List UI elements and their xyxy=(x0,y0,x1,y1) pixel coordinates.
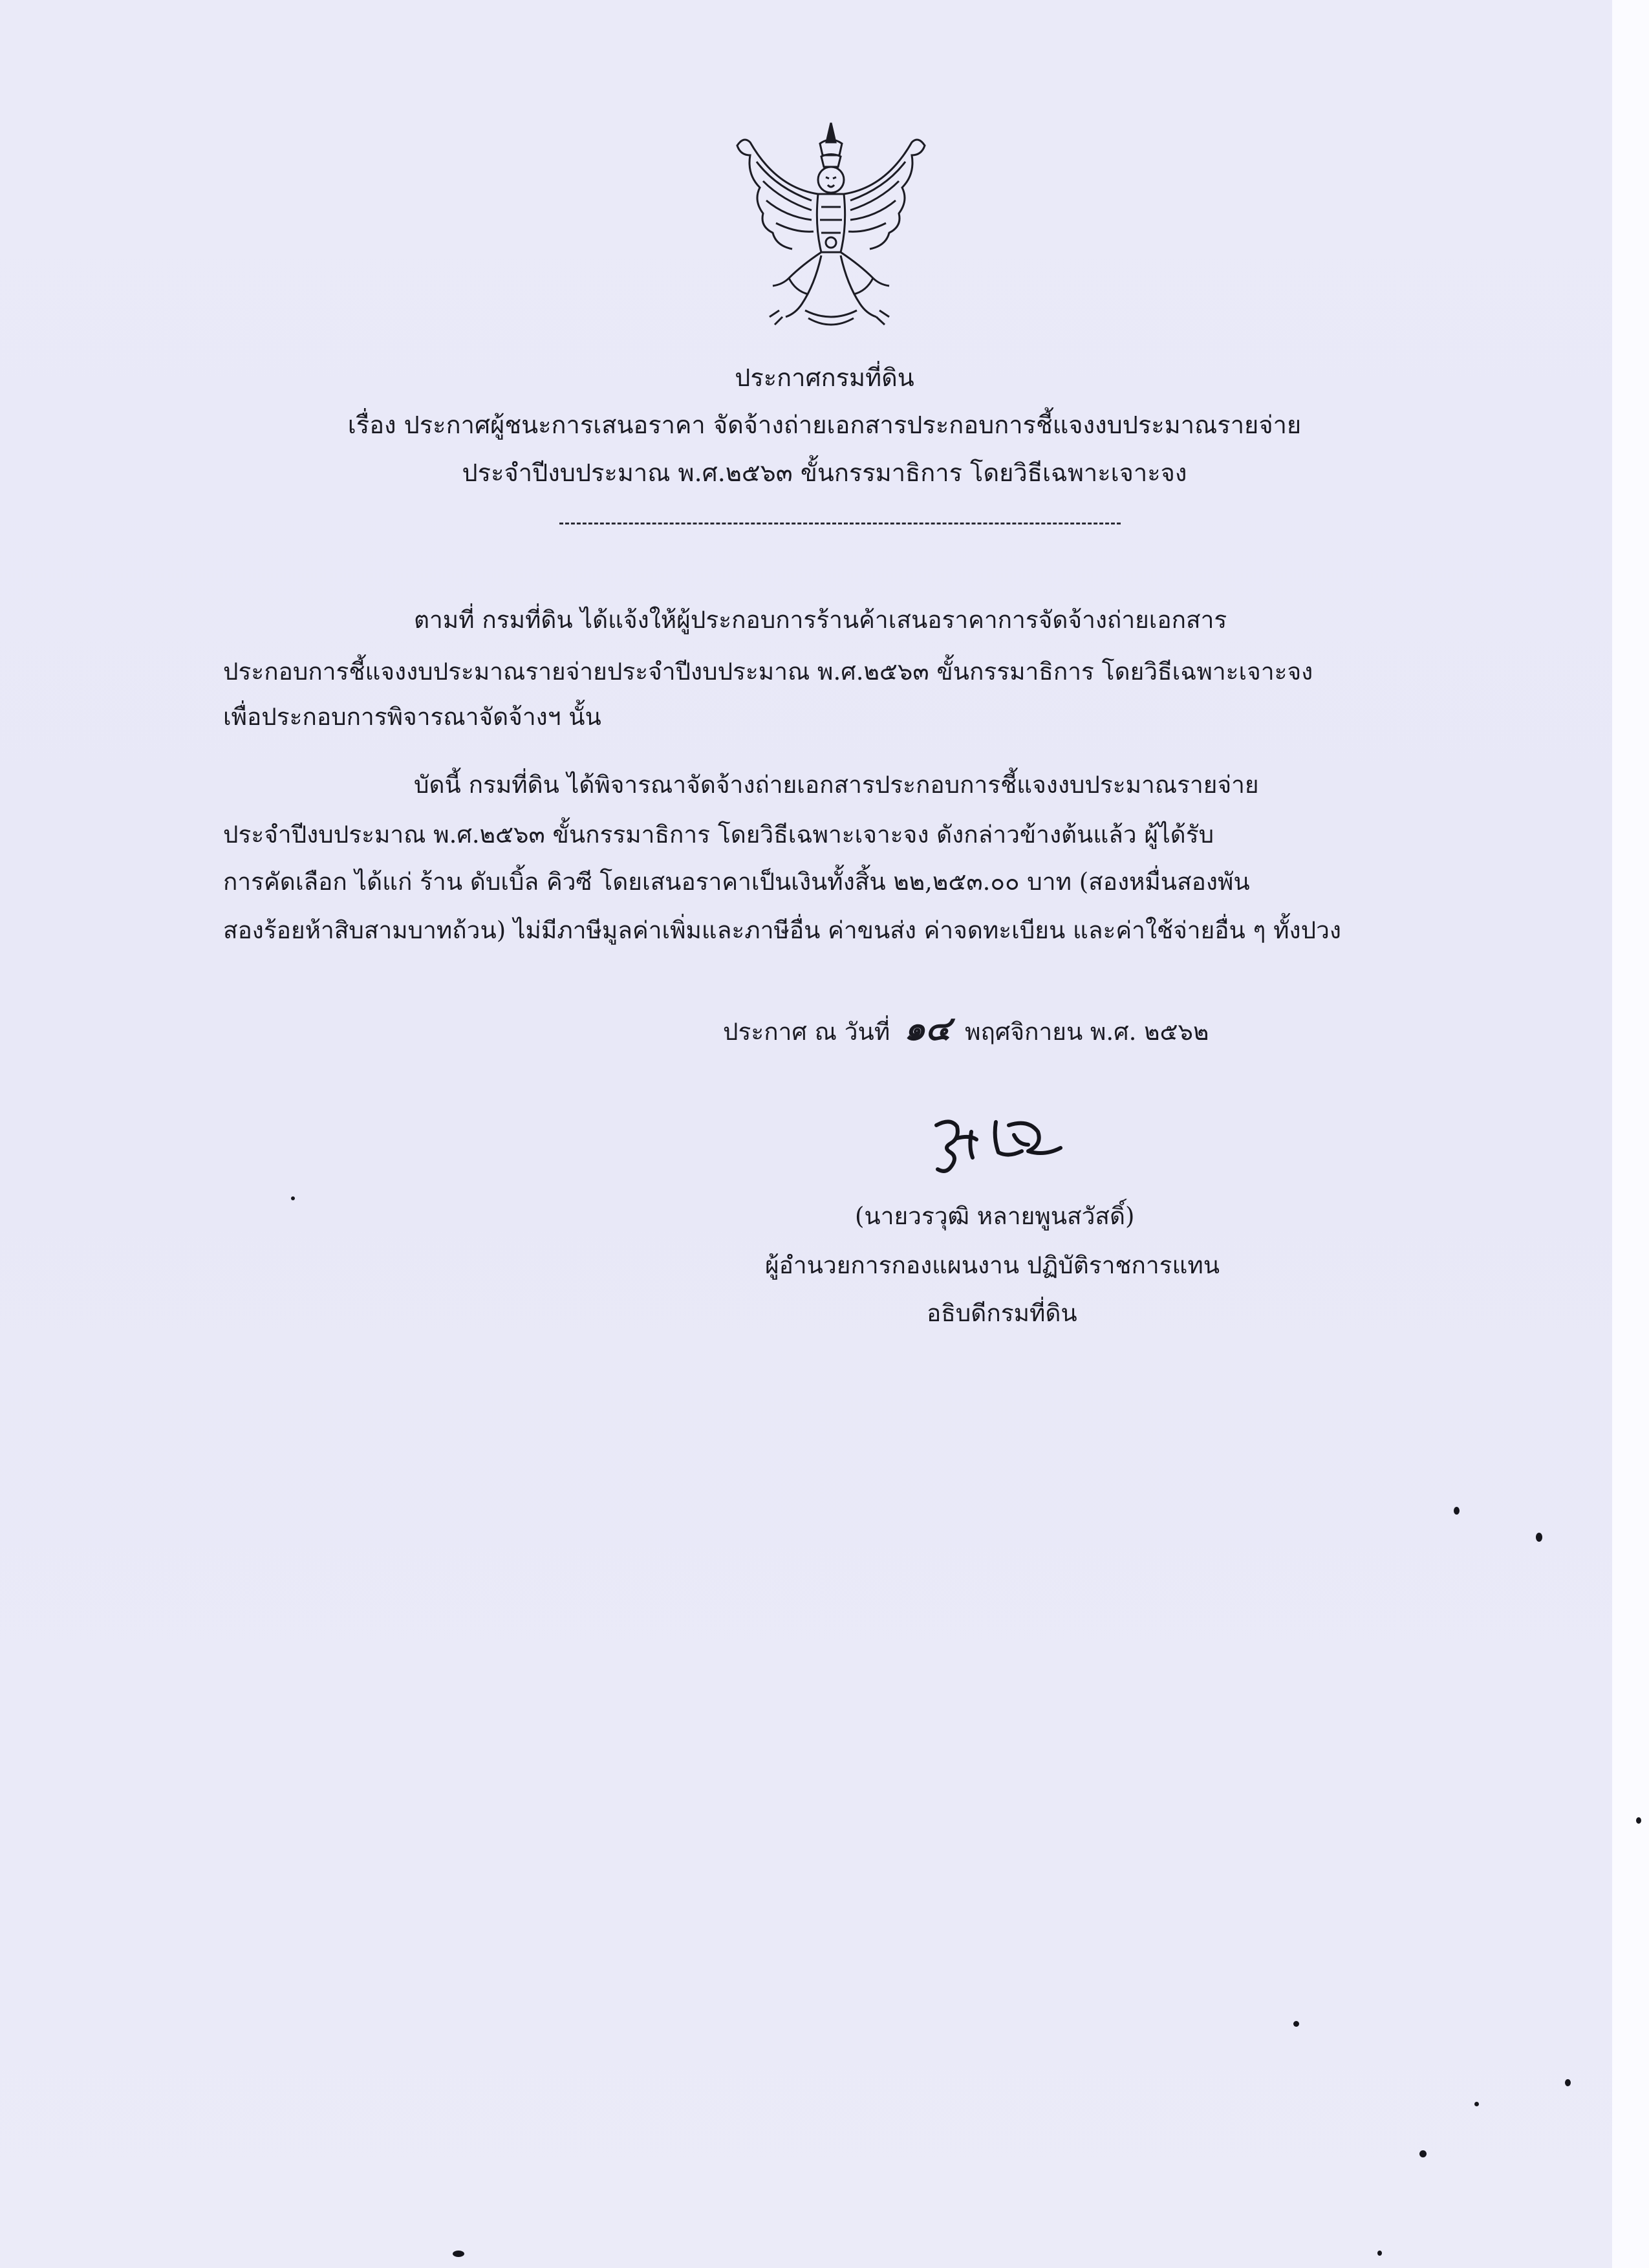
signatory-role: อธิบดีกรมที่ดิน xyxy=(927,1299,1077,1327)
garuda-emblem-icon xyxy=(724,116,938,336)
paragraph-1-line-1: ตามที่ กรมที่ดิน ได้แจ้งให้ผู้ประกอบการร้านค้าเสนอราคาการจัดจ้างถ่ายเอกสาร xyxy=(414,606,1227,634)
signatory-name: (นายวรวุฒิ หลายพูนสวัสดิ์) xyxy=(855,1202,1135,1230)
scan-speck xyxy=(1636,1817,1641,1824)
scan-speck xyxy=(1419,2150,1427,2157)
signatory-title: ผู้อำนวยการกองแผนงาน ปฏิบัติราชการแทน xyxy=(765,1251,1220,1279)
date-day: ๑๔ xyxy=(903,1009,951,1048)
scan-speck xyxy=(1474,2102,1479,2106)
paragraph-2-line-3: การคัดเลือก ได้แก่ ร้าน ดับเบิ้ล คิวซี โดยเสนอราคาเป็นเงินทั้งสิ้น ๒๒,๒๕๓.๐๐ บาท (สองหมื่นสองพัน xyxy=(223,868,1250,896)
paragraph-2-line-4: สองร้อยห้าสิบสามบาทถ้วน) ไม่มีภาษีมูลค่าเพิ่มและภาษีอื่น ค่าขนส่ง ค่าจดทะเบียน และค่าใช้จ่ายอื่น ๆ ทั้งปวง xyxy=(223,916,1341,944)
scan-speck xyxy=(1565,2079,1571,2086)
date-month-year: พฤศจิกายน พ.ศ. ๒๕๖๒ xyxy=(965,1018,1209,1046)
agency-title: ประกาศกรมที่ดิน xyxy=(735,363,914,392)
paragraph-2-line-1: บัดนี้ กรมที่ดิน ได้พิจารณาจัดจ้างถ่ายเอกสารประกอบการชี้แจงงบประมาณรายจ่าย xyxy=(414,771,1259,799)
scan-speck xyxy=(1536,1533,1542,1542)
subject-line-1: เรื่อง ประกาศผู้ชนะการเสนอราคา จัดจ้างถ่ายเอกสารประกอบการชี้แจงงบประมาณรายจ่าย xyxy=(347,411,1302,439)
paragraph-1-line-2: ประกอบการชี้แจงงบประมาณรายจ่ายประจำปีงบประมาณ พ.ศ.๒๕๖๓ ขั้นกรรมาธิการ โดยวิธีเฉพาะเจาะจง xyxy=(223,658,1313,686)
scan-speck xyxy=(1454,1507,1460,1515)
announcement-date xyxy=(723,1009,1209,1048)
date-prefix: ประกาศ ณ วันที่ xyxy=(723,1018,890,1046)
header-divider xyxy=(559,523,1121,524)
paragraph-1-line-3: เพื่อประกอบการพิจารณาจัดจ้างฯ นั้น xyxy=(223,703,601,731)
paragraph-2-line-2: ประจำปีงบประมาณ พ.ศ.๒๕๖๓ ขั้นกรรมาธิการ โดยวิธีเฉพาะเจาะจง ดังกล่าวข้างต้นแล้ว ผู้ได้รับ xyxy=(223,821,1214,848)
scan-margin xyxy=(1612,0,1649,2268)
subject-line-2: ประจำปีงบประมาณ พ.ศ.๒๕๖๓ ขั้นกรรมาธิการ โดยวิธีเฉพาะเจาะจง xyxy=(462,459,1187,487)
scan-speck xyxy=(453,2251,464,2257)
scan-speck xyxy=(291,1196,295,1200)
handwritten-signature xyxy=(931,1112,1073,1183)
scan-speck xyxy=(1377,2251,1382,2256)
scan-speck xyxy=(1293,2021,1299,2027)
